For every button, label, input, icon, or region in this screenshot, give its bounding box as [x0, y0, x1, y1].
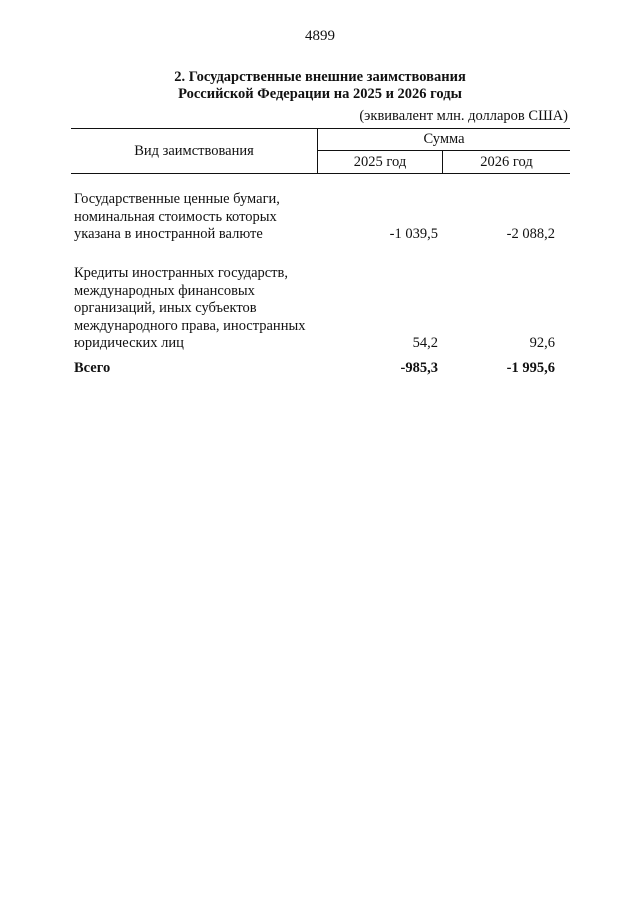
- section-title: [0, 69, 640, 103]
- value-2025: -1 039,5: [389, 226, 438, 242]
- total-label: Всего: [74, 360, 111, 376]
- row-label-line: Кредиты иностранных государств,: [74, 265, 288, 281]
- row-label-line: организаций, иных субъектов: [74, 300, 257, 316]
- row-label: [74, 191, 344, 244]
- row-label-line: Государственные ценные бумаги,: [74, 191, 280, 207]
- title-line-2: Российской Федерации на 2025 и 2026 годы: [178, 86, 462, 102]
- total-2026: -1 995,6: [506, 360, 555, 376]
- table-row: [74, 265, 554, 353]
- row-label: [74, 265, 344, 353]
- title-line-1: 2. Государственные внешние заимствования: [174, 69, 466, 85]
- header-sum: Сумма: [318, 129, 570, 151]
- header-year-2026: 2026 год: [480, 154, 533, 170]
- row-label-line: международных финансовых: [74, 282, 255, 299]
- value-2026: 92,6: [529, 335, 555, 351]
- total-2025: -985,3: [400, 360, 438, 376]
- row-label-line: международного права, иностранных: [74, 317, 306, 334]
- value-2025: 54,2: [412, 335, 438, 351]
- table-header: [71, 128, 570, 174]
- row-label-line: юридических лиц: [74, 335, 184, 351]
- units-note: (эквивалент млн. долларов США): [359, 108, 568, 124]
- row-label-line: номинальная стоимость которых: [74, 208, 277, 225]
- header-borrowing-type: Вид заимствования: [71, 129, 318, 173]
- value-2026: -2 088,2: [506, 226, 555, 242]
- page-number: 4899: [305, 28, 335, 44]
- row-label-line: указана в иностранной валюте: [74, 226, 263, 242]
- header-year-2025: 2025 год: [318, 151, 443, 173]
- total-row: [74, 360, 554, 378]
- table-row: [74, 191, 554, 244]
